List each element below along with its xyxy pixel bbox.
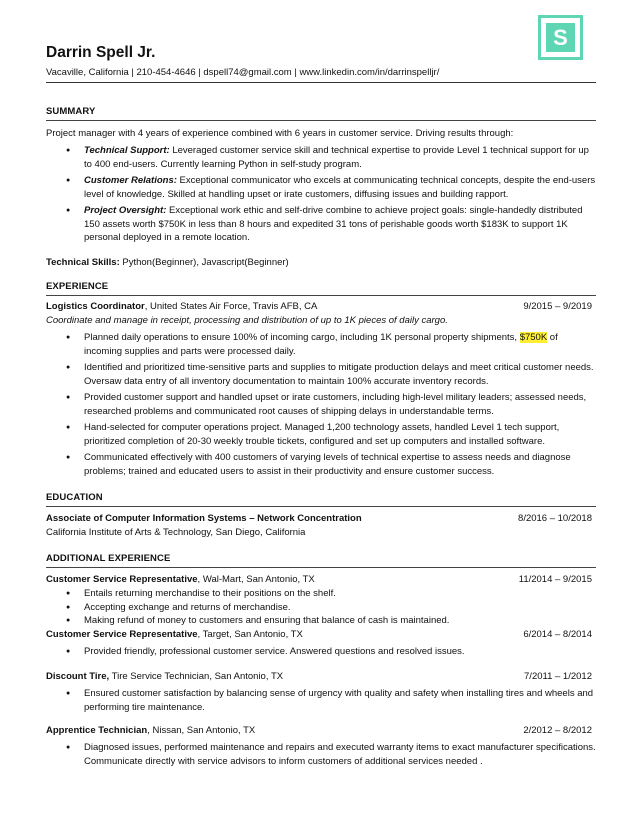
job-dates: 7/2011 – 1/2012	[524, 671, 592, 682]
job-header	[46, 573, 596, 587]
job-org: Tire Service Technician, San Antonio, TX	[109, 671, 284, 682]
technical-skills	[46, 256, 596, 270]
job-header	[46, 724, 596, 738]
school: California Institute of Arts & Technology, San Diego, California	[46, 527, 306, 538]
job-org: , United States Air Force, Travis AFB, CA	[144, 301, 318, 312]
job-title: Customer Service Representative	[46, 574, 198, 585]
degree: Associate of Computer Information Systems – Network Concentration	[46, 513, 362, 524]
list-item: ● Accepting exchange and returns of merchandise.	[46, 601, 596, 615]
header-divider	[46, 82, 596, 83]
logo-letter: S	[546, 23, 575, 52]
list-item: ● Communicated effectively with 400 customers of varying levels of technical expertise to assess needs and diagnose problems; trained and educated users to assist in their productivity and ensure customer success.	[46, 451, 596, 478]
bullet-label: Technical Support:	[84, 145, 170, 156]
education-section	[46, 492, 596, 540]
job-title: Apprentice Technician	[46, 725, 148, 736]
job-dates: 2/2012 – 8/2012	[523, 725, 592, 736]
job-summary: Coordinate and manage in receipt, processing and distribution of up to 1K pieces of daily cargo.	[46, 315, 448, 326]
section-divider	[46, 506, 596, 507]
bullet-text: of incoming supplies and parts were processed daily.	[84, 332, 558, 357]
job-org: , Target, San Antonio, TX	[197, 628, 303, 640]
experience-section	[46, 281, 596, 478]
section-divider	[46, 120, 596, 121]
bullet-label: Project Oversight:	[84, 205, 167, 216]
section-title: ADDITIONAL EXPERIENCE	[46, 553, 171, 564]
job-title: Discount Tire,	[46, 671, 110, 682]
summary-section	[46, 106, 596, 270]
section-divider	[46, 567, 596, 568]
skills-label: Technical Skills:	[46, 256, 120, 268]
section-title: EXPERIENCE	[46, 281, 109, 292]
degree-row	[46, 512, 596, 526]
list-item: ● Hand-selected for computer operations project. Managed 1,200 technology assets, handled Level 1 tech support, prioritized completion of 20-30 weekly trouble tickets, configured and set up computers and installed software.	[46, 421, 596, 448]
summary-intro: Project manager with 4 years of experience combined with 6 years in customer service. Driving results through:	[46, 128, 514, 139]
list-item: ● Ensured customer satisfaction by balancing sense of urgency with quality and safety when installing tires and wheels and performing tire maintenance.	[46, 687, 596, 714]
job-org: , Nissan, San Antonio, TX	[147, 725, 256, 736]
job-header	[46, 300, 596, 314]
logo	[538, 15, 583, 60]
experience-bullets	[46, 331, 596, 478]
job-header	[46, 670, 596, 684]
bullet-label: Customer Relations:	[84, 175, 177, 186]
job-bullets	[46, 687, 596, 714]
list-item: ● Identified and prioritized time-sensitive parts and supplies to mitigate production delays and meet critical customer needs. Oversaw data entry of all inventory documentation to maintain 100% accurate inventory records.	[46, 361, 596, 388]
list-item: ● Provided friendly, professional customer service. Answered questions and resolved issues.	[46, 645, 596, 659]
contact-line: Vacaville, California | 210-454-4646 | dspell74@gmail.com | www.linkedin.com/in/darrinspelljr/	[46, 67, 440, 78]
summary-bullets	[46, 144, 596, 245]
job-title: Customer Service Representative	[46, 628, 198, 640]
bullet-text: Leveraged customer service skill and technical expertise to provide Level 1 technical support for up to 400 end-users. Currently learning Python in self-study program.	[84, 145, 589, 170]
list-item: ● Diagnosed issues, performed maintenance and repairs and executed warranty items to exact manufacturer specifications. Communicate directly with service advisors to inform customers of additional services needed .	[46, 741, 596, 768]
job-title: Logistics Coordinator	[46, 301, 145, 312]
job-dates: 11/2014 – 9/2015	[518, 574, 592, 585]
list-item	[46, 144, 596, 171]
candidate-name: Darrin Spell Jr.	[46, 44, 156, 61]
degree-dates: 8/2016 – 10/2018	[518, 513, 592, 524]
job-org: , Wal-Mart, San Antonio, TX	[197, 574, 315, 585]
job-bullets	[46, 645, 596, 659]
list-item: ● Provided customer support and handled upset or irate customers, including high-level military leaders; assessed needs, researched problems and communicated root causes of shipping delays in understandable terms.	[46, 391, 596, 418]
section-title: EDUCATION	[46, 492, 103, 503]
list-item	[46, 174, 596, 201]
job-dates: 9/2015 – 9/2019	[523, 301, 592, 312]
bullet-text: Exceptional communicator who excels at communicating technical concepts, despite the end-users level of knowledge. Skilled at handling upset or irate customers, diffusing issues and building rapport.	[84, 175, 596, 200]
job-bullets	[46, 587, 596, 628]
list-item: ● Making refund of money to customers and ensuring that balance of cash is maintained.	[46, 614, 596, 628]
job-header	[46, 628, 596, 642]
list-item: ● Entails returning merchandise to their positions on the shelf.	[46, 587, 596, 601]
bullet-text: Exceptional work ethic and self-drive combine to achieve project goals: single-handedly distributed 150 assets worth $750K in less than 8 hours and expedited 31 tons of perishable goods worth $183K to support 1K personal deployed in a remote location.	[84, 205, 583, 243]
section-title: SUMMARY	[46, 106, 96, 117]
list-item	[46, 331, 596, 358]
section-divider	[46, 295, 596, 296]
highlighted-text: $750K	[519, 332, 548, 343]
bullet-text: Planned daily operations to ensure 100% of incoming cargo, including 1K personal property shipments,	[84, 332, 520, 343]
additional-experience-section	[46, 553, 596, 768]
list-item	[46, 204, 596, 245]
skills-text: Python(Beginner), Javascript(Beginner)	[119, 256, 289, 268]
job-dates: 6/2014 – 8/2014	[523, 628, 592, 640]
job-bullets	[46, 741, 596, 768]
